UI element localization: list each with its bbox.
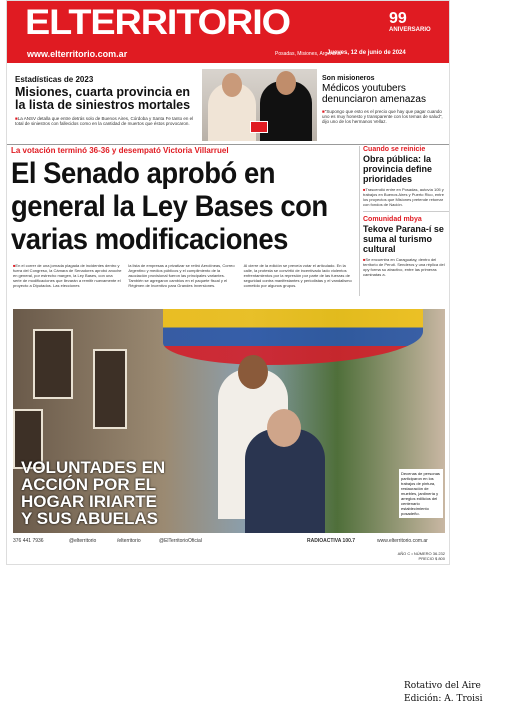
main-headline[interactable]: El Senado aprobó en general la Ley Bases con varias modificaciones <box>11 157 328 256</box>
photo-caption-line: Y SUS ABUELAS <box>21 509 158 528</box>
footer-facebook[interactable]: /elterritorio <box>117 538 141 544</box>
main-photo <box>13 309 445 533</box>
sidebar-story-1[interactable] <box>363 146 449 207</box>
body-column-1: ■ En el correr de una jornada plagada de incidentes dentro y fuera del Congreso, la Cámara de Senadores aprobó anoche en general, por estrecho margen, la Ley Bases, con una serie de modificaciones que llevarán a remitir nuevamente el proyecto a Diputados. Las elecciones <box>13 263 122 303</box>
footer-phone[interactable]: 376 441 7936 <box>13 538 44 544</box>
masthead-subbar <box>7 48 449 63</box>
body-column-3: Al cierre de la edición se preveía votar el articulado. En la calle, la protesta se convirtió de incentivado lado violentos enfrentamientos por la represión por parte de las fuerzas de seguridad contra manifestantes y periodistas y el vandalismo cometido por algunos grupos. <box>243 263 352 288</box>
teaser-strip <box>7 69 450 141</box>
teaser-photo-doctors <box>202 69 317 141</box>
masthead-date: Jueves, 12 de junio de 2024 <box>327 50 406 56</box>
divider <box>7 144 450 145</box>
sidebar-story-text: ■ Se encuentra en Caraguatay, dentro del territorio de Perutí. Senderos y una réplica del opy forma su atractivo, entre las primeras caminatas a. <box>363 257 449 277</box>
teaser-left-kicker: Estadísticas de 2023 <box>15 75 94 84</box>
teaser-left-text: ■ La ANSV detalla que entre detrás solo de Buenos Aires, Córdoba y Santa Fe tanto en el total de siniestros con fallecidos como en la cantidad de muertos que éstos provocaron. <box>15 116 195 126</box>
teaser-left[interactable] <box>15 75 195 126</box>
teaser-right[interactable] <box>322 75 446 124</box>
teaser-left-headline: Misiones, cuarta provincia en la lista de siniestros mortales <box>15 85 191 112</box>
masthead-location: Posadas, Misiones, Argentina <box>275 51 341 57</box>
teaser-right-kicker: Son misioneros <box>322 75 375 82</box>
edition-price: PRECIO $ 800 <box>418 556 445 561</box>
sidebar-story-kicker: Comunidad mbya <box>363 216 422 223</box>
anniversary-badge <box>389 11 435 39</box>
sidebar-story-text: ■ Trascendió entre en Posadas, autovía 105 y trabajos en Buenos Aires y Puerto Rico, entre los proyectos que Misiones pretende retomar con fondos de Nación. <box>363 187 449 207</box>
footer-twitter[interactable]: @elterritorio <box>69 538 97 544</box>
newspaper-front-page <box>6 0 450 565</box>
photo-caption <box>21 459 165 527</box>
credit-line: Edición: A. Troisi <box>404 694 483 704</box>
book-badge <box>250 121 268 133</box>
photo-caption-line: HOGAR IRIARTE <box>21 492 157 511</box>
edition-number: AÑO C • NÚMERO 36.232 <box>397 551 445 556</box>
sidebar-divider <box>363 211 449 212</box>
main-story-body <box>13 263 353 303</box>
window <box>33 329 73 399</box>
masthead-url[interactable]: www.elterritorio.com.ar <box>27 49 128 59</box>
sidebar <box>359 146 449 296</box>
photo-caption-line: ACCIÓN POR EL <box>21 475 157 494</box>
main-kicker: La votación terminó 36-36 y desempató Victoria Villarruel <box>11 146 229 155</box>
footer-radio: RADIOACTIVA 100.7 <box>307 538 356 544</box>
sidebar-story-2[interactable] <box>363 216 449 277</box>
doctor-photo-left <box>208 83 256 141</box>
teaser-right-text: ■ "Supongo que esto es el precio que hay que pagar cuando uno es muy honesto y transparente con los temas de salud", dijo uno de los hermanos Vellaz. <box>322 109 446 124</box>
teaser-right-headline: Médicos youtubers denunciaron amenazas <box>322 83 426 105</box>
footer-web[interactable]: www.elterritorio.com.ar <box>377 538 428 544</box>
credit-line: Rotativo del Aire <box>404 681 481 691</box>
masthead <box>7 1 449 48</box>
flag-banner <box>163 309 423 365</box>
body-column-2: la lista de empresas a privatizar se retiró Aerolíneas, Correo Argentino y medios públicos y el cumplimiento de la asociación provisional fueron las principales variantes. También se agregaron cambios en el paquete fiscal y el Régimen de Incentivo para Grandes Inversiones. <box>128 263 235 288</box>
footer-bar <box>7 535 450 547</box>
photo-side-caption: Decenas de personas participaron en los trabajos de pintura, restauración de muebles, jardinería y arreglos edilicios del centenario establecimiento posadeño. <box>399 469 443 518</box>
window <box>93 349 127 429</box>
anniversary-number: 99 <box>389 10 407 27</box>
anniversary-label: ANIVERSARIO <box>389 27 431 33</box>
newspaper-logo: ELTERRITORIO <box>25 3 290 42</box>
footer-edition <box>398 551 445 561</box>
sidebar-story-kicker: Cuando se reinicie <box>363 146 426 153</box>
credit-block <box>404 680 483 706</box>
elderly-woman-figure <box>245 429 325 533</box>
sidebar-story-headline: Tekove Parana-í se suma al turismo cultural <box>363 224 444 254</box>
sidebar-story-headline: Obra pública: la provincia define prioridades <box>363 154 433 184</box>
footer-instagram[interactable]: @ElTerritorioOficial <box>159 538 202 544</box>
photo-caption-line: VOLUNTADES EN <box>21 458 166 477</box>
